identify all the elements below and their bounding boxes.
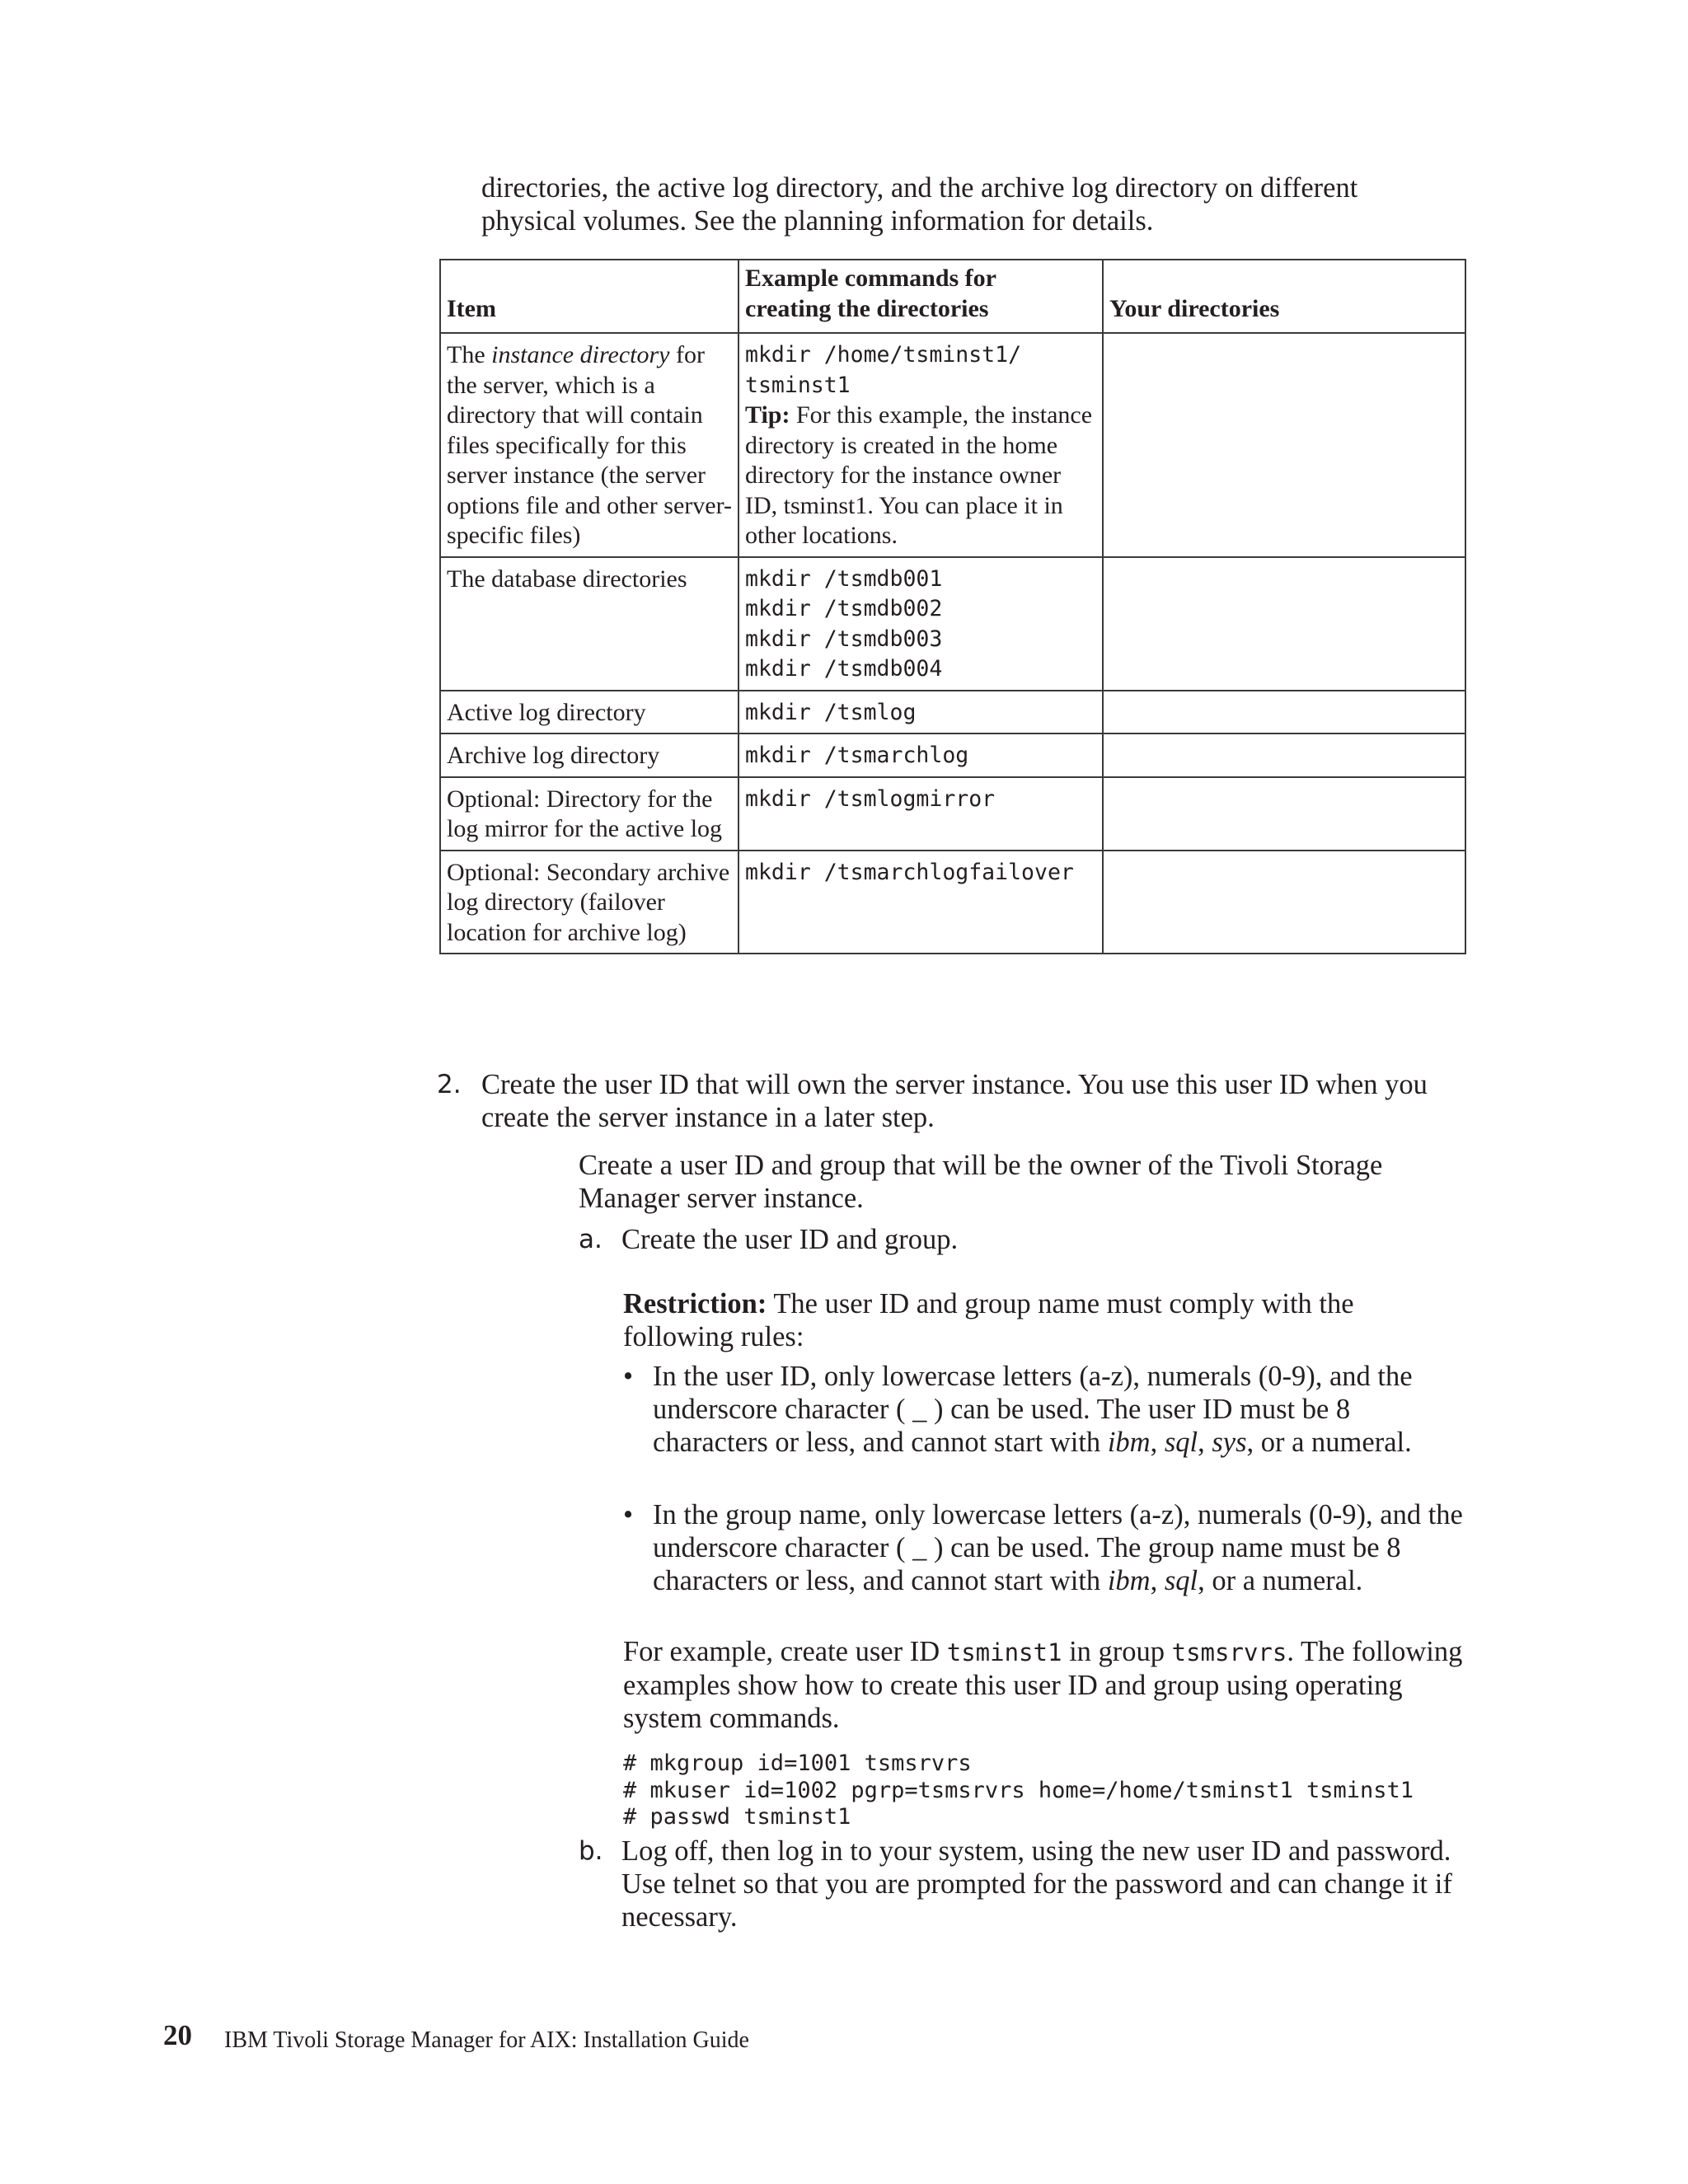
- substep-text: Log off, then log in to your system, using the new user ID and password. Use telnet so that you are prompted for the password and can change it if necessary.: [621, 1835, 1452, 1933]
- substep-a: [579, 1223, 1469, 1256]
- page-number: 20: [163, 2019, 192, 2051]
- substep-letter: a.: [579, 1225, 603, 1254]
- step-text: Create the user ID that will own the server instance. You use this user ID when you create the server instance in a later step.: [481, 1069, 1428, 1133]
- command-line: mkdir /tsmdb003: [745, 626, 943, 652]
- footer-title: IBM Tivoli Storage Manager for AIX: Installation Guide: [224, 2027, 749, 2053]
- step-2: [437, 1068, 1467, 1134]
- command-cell: [738, 333, 1103, 557]
- command-line: mkdir /tsmdb001: [745, 565, 943, 592]
- bullet-italic: sql: [1164, 1565, 1198, 1596]
- bullet-dot: •: [623, 1499, 634, 1530]
- bullet-text: [653, 1498, 1469, 1597]
- command-cell: [738, 691, 1103, 734]
- step-number: 2.: [437, 1070, 462, 1099]
- command-line: tsminst1: [745, 372, 851, 398]
- your-directory-cell: [1103, 733, 1465, 777]
- item-cell: Archive log directory: [440, 733, 738, 777]
- header-example-commands: [738, 260, 1103, 333]
- example-text: in group: [1062, 1636, 1172, 1667]
- table-row: [440, 851, 1465, 954]
- intro-line-1: directories, the active log directory, and the archive log directory on different: [481, 172, 1358, 204]
- command-line: mkdir /tsmarchlog: [745, 743, 969, 768]
- header-item: Item: [440, 260, 738, 333]
- item-cell: Optional: Secondary archive log directory (failover location for archive log): [440, 851, 738, 954]
- command-line: mkdir /tsmlogmirror: [745, 785, 996, 812]
- rule-bullet-group-name: [623, 1498, 1469, 1597]
- bullet-text-part: In the group name, only lowercase letters (a-z), numerals (0-9), and the underscore character ( _ ) can be used. The group name must be 8 characters or less, and cannot start with: [653, 1499, 1463, 1596]
- item-cell: The database directories: [440, 557, 738, 691]
- item-cell: Optional: Directory for the log mirror for the active log: [440, 777, 738, 851]
- bullet-italic: sql: [1164, 1427, 1198, 1458]
- bullet-text: [653, 1360, 1469, 1459]
- bullet-separator: ,: [1198, 1427, 1212, 1458]
- table-row: [440, 777, 1465, 851]
- tip-note: [745, 401, 1092, 549]
- tip-text: For this example, the instance directory is created in the home directory for the instance owner ID, tsminst1. You can place it in other locations.: [745, 401, 1093, 549]
- header-your-directories: Your directories: [1103, 260, 1465, 333]
- example-text: . The following examples show how to create this user ID and group using operating system commands.: [623, 1636, 1463, 1734]
- table-row: [440, 557, 1465, 691]
- command-line: mkdir /tsmarchlogfailover: [745, 859, 1074, 885]
- rule-bullet-user-id: [623, 1360, 1469, 1459]
- bullet-italic: ibm: [1107, 1565, 1151, 1596]
- command-cell: [738, 851, 1103, 954]
- bullet-italic: sys: [1212, 1427, 1247, 1458]
- intro-line-2: physical volumes. See the planning information for details.: [481, 205, 1154, 237]
- table-header-row: [440, 260, 1465, 333]
- bullet-text-part: , or a numeral.: [1246, 1427, 1412, 1458]
- your-directory-cell: [1103, 691, 1465, 734]
- bullet-separator: ,: [1150, 1565, 1165, 1596]
- example-group: tsmsrvrs: [1171, 1638, 1287, 1666]
- bullet-italic: ibm: [1107, 1427, 1151, 1458]
- your-directory-cell: [1103, 557, 1465, 691]
- intro-paragraph: [481, 171, 1470, 237]
- item-prefix: The: [447, 341, 492, 368]
- your-directory-cell: [1103, 851, 1465, 954]
- substep-b: [579, 1835, 1469, 1933]
- item-cell: Active log directory: [440, 691, 738, 734]
- example-user-id: tsminst1: [946, 1638, 1062, 1666]
- command-example-block: # mkgroup id=1001 tsmsrvrs # mkuser id=1002 pgrp=tsmsrvrs home=/home/tsminst1 tsminst1 # passwd tsminst1: [623, 1750, 1414, 1830]
- header-example-line-1: Example commands for: [745, 265, 996, 292]
- item-suffix: for the server, which is a directory that will contain files specifically for this server instance (the server options file and other server-specific files): [447, 341, 732, 549]
- bullet-dot: •: [623, 1361, 634, 1392]
- your-directory-cell: [1103, 333, 1465, 557]
- directories-table: [439, 259, 1466, 954]
- restriction-note: [623, 1287, 1469, 1353]
- header-example-line-2: creating the directories: [745, 294, 989, 322]
- step-2-description: Create a user ID and group that will be the owner of the Tivoli Storage Manager server instance.: [579, 1150, 1383, 1214]
- bullet-separator: ,: [1150, 1427, 1165, 1458]
- command-line: mkdir /tsmdb002: [745, 596, 943, 621]
- tip-label: Tip:: [745, 401, 790, 429]
- table-row: [440, 733, 1465, 777]
- your-directory-cell: [1103, 777, 1465, 851]
- command-line: mkdir /home/tsminst1/: [745, 342, 1022, 368]
- restriction-label: Restriction:: [623, 1288, 767, 1319]
- command-cell: [738, 777, 1103, 851]
- item-cell: [440, 333, 738, 557]
- bullet-text-part: , or a numeral.: [1198, 1565, 1363, 1596]
- substep-letter: b.: [579, 1836, 603, 1866]
- table-row: [440, 691, 1465, 734]
- example-text: For example, create user ID: [623, 1636, 947, 1667]
- substep-text: Create the user ID and group.: [621, 1224, 959, 1255]
- command-cell: [738, 557, 1103, 691]
- table-row: [440, 333, 1465, 557]
- command-line: mkdir /tsmlog: [745, 699, 917, 725]
- restriction-text: The user ID and group name must comply with the following rules:: [623, 1288, 1354, 1352]
- command-line: mkdir /tsmdb004: [745, 656, 943, 682]
- example-paragraph: [623, 1635, 1469, 1735]
- command-cell: [738, 733, 1103, 777]
- bullet-text-part: In the user ID, only lowercase letters (a-z), numerals (0-9), and the underscore character ( _ ) can be used. The user ID must be 8 characters or less, and cannot start with: [653, 1361, 1413, 1458]
- item-italic: instance directory: [491, 341, 670, 368]
